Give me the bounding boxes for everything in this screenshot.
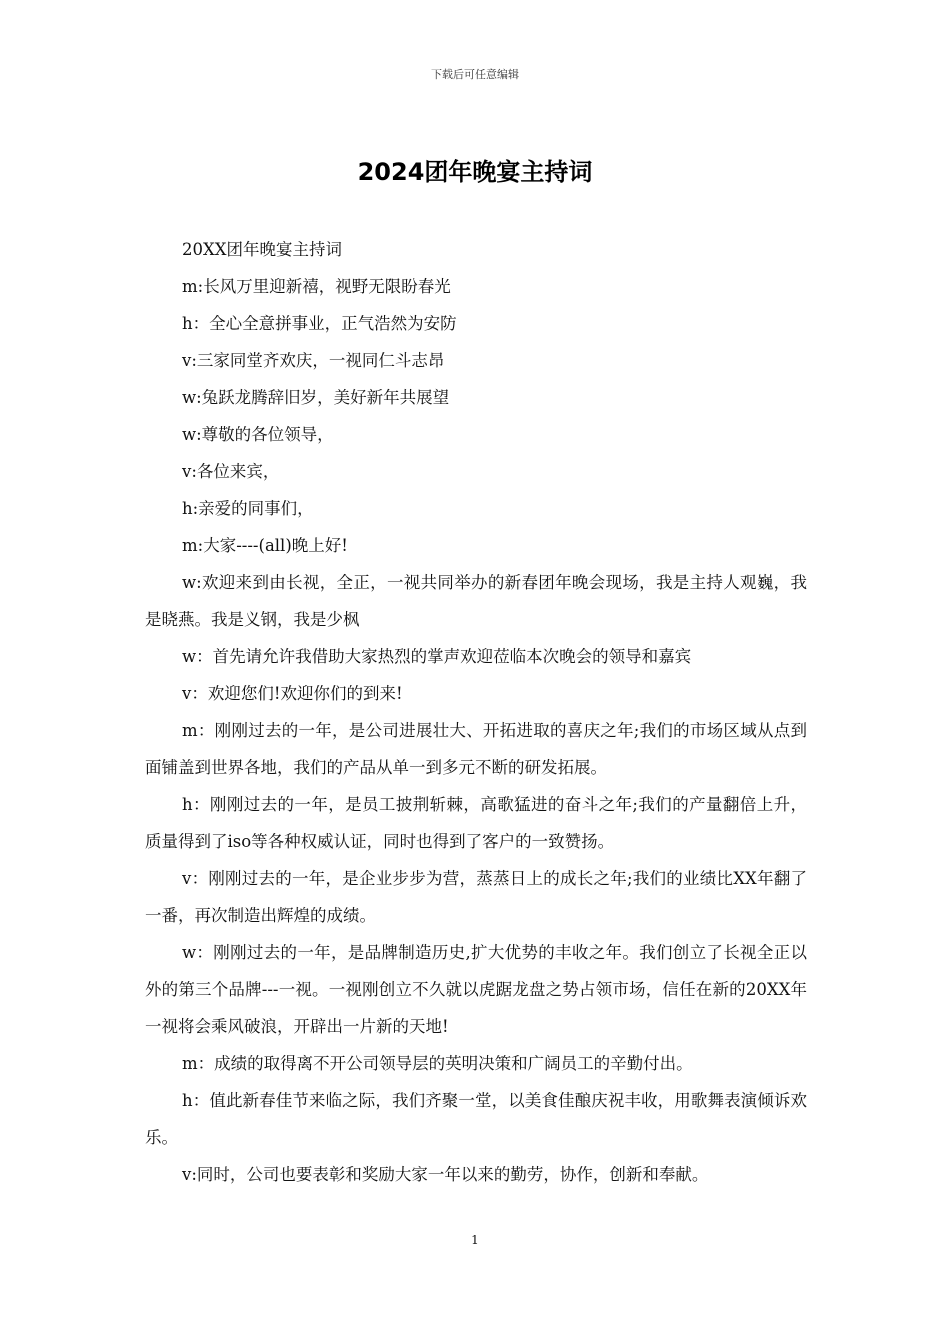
- paragraph: w：首先请允许我借助大家热烈的掌声欢迎莅临本次晚会的领导和嘉宾: [182, 647, 692, 666]
- paragraph: h：全心全意拼事业，正气浩然为安防: [182, 314, 457, 333]
- paragraph: h：值此新春佳节来临之际，我们齐聚一堂，以美食佳酿庆祝丰收，用歌舞表演倾诉欢乐。: [145, 1091, 807, 1147]
- paragraph-heading: 20XX团年晚宴主持词: [182, 240, 342, 259]
- paragraph: w:欢迎来到由长视，全正，一视共同举办的新春团年晚会现场，我是主持人观巍，我是晓燕。我是义钢，我是少枫: [145, 573, 807, 629]
- paragraph: w：刚刚过去的一年，是品牌制造历史,扩大优势的丰收之年。我们创立了长视全正以外的第三个品牌---一视。一视刚创立不久就以虎踞龙盘之势占领市场，信任在新的20XX年一视将会乘风破浪，开辟出一片新的天地!: [145, 943, 807, 1036]
- paragraph: w:尊敬的各位领导，: [182, 425, 334, 444]
- paragraph: v:同时，公司也要表彰和奖励大家一年以来的勤劳，协作，创新和奉献。: [182, 1165, 709, 1184]
- paragraph: m:长风万里迎新禧，视野无限盼春光: [182, 277, 451, 296]
- paragraph: m:大家----(all)晚上好!: [182, 536, 348, 555]
- page-title: 2024团年晚宴主持词: [357, 158, 593, 186]
- paragraph: v：刚刚过去的一年，是企业步步为营，蒸蒸日上的成长之年;我们的业绩比XX年翻了一番，再次制造出辉煌的成绩。: [145, 869, 807, 925]
- paragraph: m：刚刚过去的一年，是公司进展壮大、开拓进取的喜庆之年;我们的市场区域从点到面铺盖到世界各地，我们的产品从单一到多元不断的研发拓展。: [145, 721, 807, 777]
- paragraph: v:各位来宾，: [182, 462, 280, 481]
- paragraph: v:三家同堂齐欢庆，一视同仁斗志昂: [182, 351, 445, 370]
- page-number: 1: [471, 1233, 479, 1247]
- paragraph: h：刚刚过去的一年，是员工披荆斩棘，高歌猛进的奋斗之年;我们的产量翻倍上升，质量得到了iso等各种权威认证，同时也得到了客户的一致赞扬。: [145, 795, 807, 851]
- header-note: 下载后可任意编辑: [431, 68, 519, 81]
- body-text: [145, 231, 807, 1193]
- paragraph: h:亲爱的同事们，: [182, 499, 314, 518]
- paragraph: w:兔跃龙腾辞旧岁，美好新年共展望: [182, 388, 450, 407]
- paragraph: m：成绩的取得离不开公司领导层的英明决策和广阔员工的辛勤付出。: [182, 1054, 693, 1073]
- paragraph: v：欢迎您们!欢迎你们的到来!: [182, 684, 403, 703]
